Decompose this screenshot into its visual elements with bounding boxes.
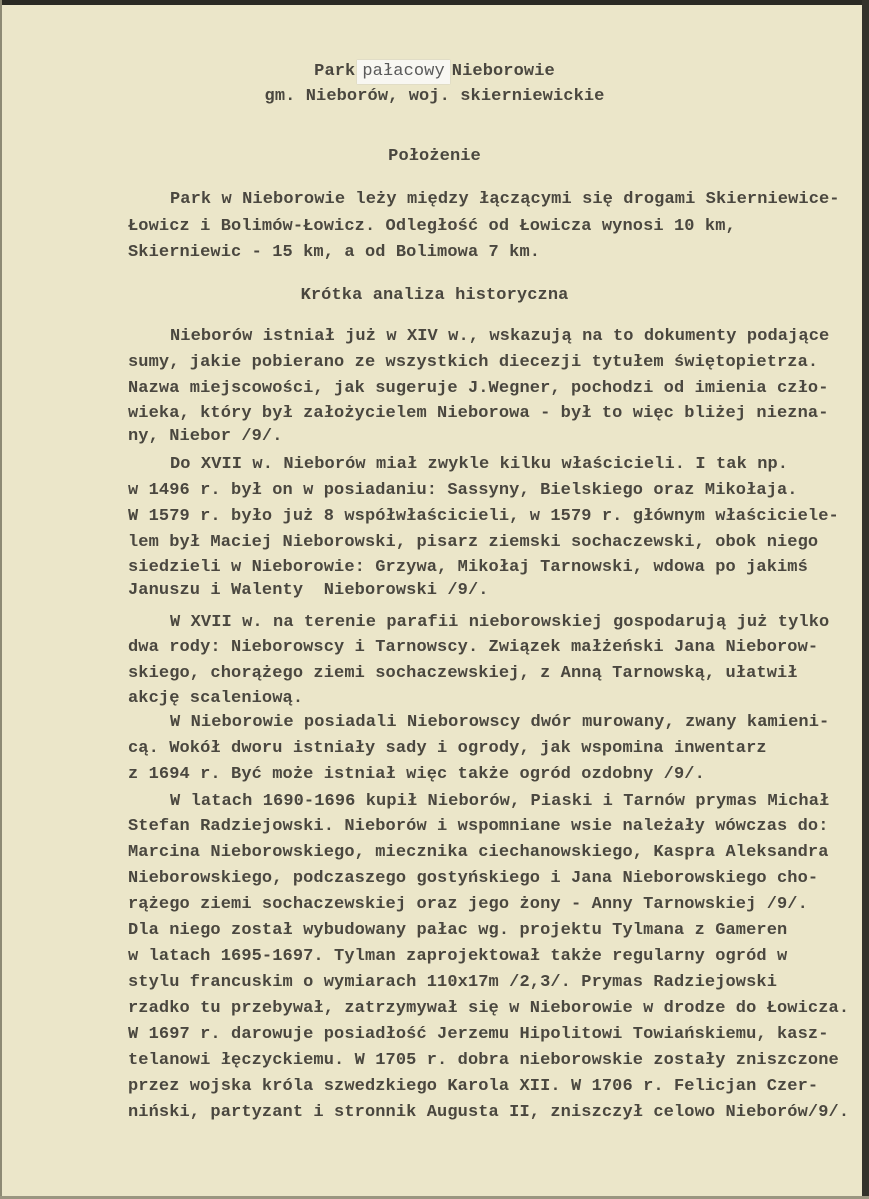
document-subtitle: gm. Nieborów, woj. skierniewickie bbox=[264, 87, 605, 106]
text-line: skiego, chorążego ziemi sochaczewskiej, z Anną Tarnowską, ułatwił bbox=[128, 664, 798, 683]
text-line: ny, Niebor /9/. bbox=[128, 427, 283, 446]
text-line: rążego ziemi sochaczewskiej oraz jego żony - Anny Tarnowskiej /9/. bbox=[128, 895, 808, 914]
text-line: Januszu i Walenty Nieborowski /9/. bbox=[128, 581, 489, 600]
text-line: telanowi łęczyckiemu. W 1705 r. dobra nieborowskie zostały zniszczone bbox=[128, 1051, 839, 1070]
text-line: Marcina Nieborowskiego, miecznika ciechanowskiego, Kaspra Aleksandra bbox=[128, 843, 829, 862]
text-line: W 1579 r. było już 8 współwłaścicieli, w 1579 r. głównym właściciele- bbox=[128, 507, 839, 526]
text-line: Łowicz i Bolimów-Łowicz. Odległość od Łowicza wynosi 10 km, bbox=[128, 217, 736, 236]
text-line: wieka, który był założycielem Nieborowa - był to więc bliżej niezna- bbox=[128, 404, 829, 423]
text-line: dwa rody: Nieborowscy i Tarnowscy. Związek małżeński Jana Nieborow- bbox=[128, 638, 819, 657]
text-line: w 1496 r. był on w posiadaniu: Sassyny, Bielskiego oraz Mikołaja. bbox=[128, 481, 798, 500]
title-pasted-label: pałacowy bbox=[357, 60, 449, 84]
text-line: Skierniewic - 15 km, a od Bolimowa 7 km. bbox=[128, 243, 541, 262]
document-title bbox=[0, 60, 869, 84]
text-line: W 1697 r. darowuje posiadłość Jerzemu Hipolitowi Towiańskiemu, kasz- bbox=[128, 1025, 829, 1044]
scan-edge-left bbox=[0, 0, 2, 1199]
text-line: niński, partyzant i stronnik Augusta II, zniszczył celowo Nieborów/9/. bbox=[128, 1103, 850, 1122]
text-line: W latach 1690-1696 kupił Nieborów, Piaski i Tarnów prymas Michał bbox=[170, 792, 830, 811]
text-line: przez wojska króla szwedzkiego Karola XII. W 1706 r. Felicjan Czer- bbox=[128, 1077, 819, 1096]
text-line: W XVII w. na terenie parafii nieborowskiej gospodarują już tylko bbox=[170, 613, 830, 632]
text-line: Do XVII w. Nieborów miał zwykle kilku właścicieli. I tak np. bbox=[170, 455, 789, 474]
scan-edge-right bbox=[862, 0, 869, 1199]
text-line: Nazwa miejscowości, jak sugeruje J.Wegner, pochodzi od imienia czło- bbox=[128, 379, 829, 398]
text-line: akcję scaleniową. bbox=[128, 689, 304, 708]
scan-edge-top bbox=[0, 0, 869, 5]
text-line: sumy, jakie pobierano ze wszystkich diecezji tytułem świętopietrza. bbox=[128, 353, 819, 372]
section-heading-location: Położenie bbox=[388, 147, 481, 166]
title-suffix: Nieborowie bbox=[451, 62, 555, 81]
text-line: Nieborów istniał już w XIV w., wskazują na to dokumenty podające bbox=[170, 327, 830, 346]
text-line: lem był Maciej Nieborowski, pisarz ziemski sochaczewski, obok niego bbox=[128, 533, 819, 552]
text-line: rzadko tu przebywał, zatrzymywał się w Nieborowie w drodze do Łowicza. bbox=[128, 999, 850, 1018]
text-line: siedzieli w Nieborowie: Grzywa, Mikołaj Tarnowski, wdowa po jakimś bbox=[128, 558, 808, 577]
text-line: cą. Wokół dworu istniały sady i ogrody, jak wspomina inwentarz bbox=[128, 739, 767, 758]
text-line: Nieborowskiego, podczaszego gostyńskiego i Jana Nieborowskiego cho- bbox=[128, 869, 819, 888]
text-line: Stefan Radziejowski. Nieborów i wspomniane wsie należały wówczas do: bbox=[128, 817, 829, 836]
section-heading-history: Krótka analiza historyczna bbox=[300, 286, 569, 305]
title-prefix: Park bbox=[314, 62, 356, 81]
text-line: Dla niego został wybudowany pałac wg. projektu Tylmana z Gameren bbox=[128, 921, 788, 940]
text-line: stylu francuskim o wymiarach 110x17m /2,3/. Prymas Radziejowski bbox=[128, 973, 778, 992]
text-line: w latach 1695-1697. Tylman zaprojektował także regularny ogród w bbox=[128, 947, 788, 966]
text-line: Park w Nieborowie leży między łączącymi się drogami Skierniewice- bbox=[170, 190, 840, 209]
text-line: W Nieborowie posiadali Nieborowscy dwór murowany, zwany kamieni- bbox=[170, 713, 830, 732]
text-line: z 1694 r. Być może istniał więc także ogród ozdobny /9/. bbox=[128, 765, 705, 784]
